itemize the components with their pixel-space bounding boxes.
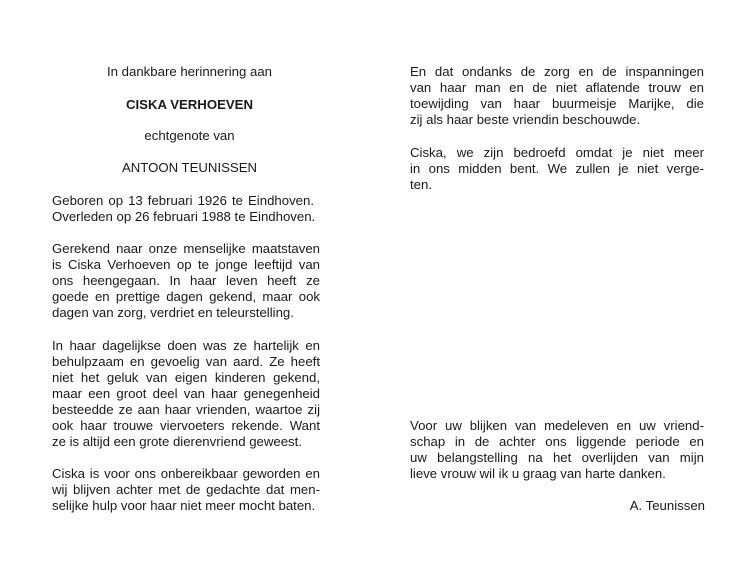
text-line: toewijding van haar buurmeisje Marijke, die [410, 96, 704, 111]
text-line: lieve vrouw wil ik u graag van harte danken. [410, 466, 666, 481]
relation-line: echtgenote van [144, 128, 235, 143]
intro-line: In dankbare herinnering aan [107, 64, 272, 79]
text-line: Ciska, we zijn bedroefd omdat je niet meer [410, 145, 704, 160]
text-line: behulpzaam en gevoelig van aard. Ze heeft [52, 354, 320, 369]
text-line: van haar man en de niet aflatende trouw en [410, 80, 704, 95]
text-line: In haar dagelijkse doen was ze hartelijk en [52, 338, 320, 353]
text-line: selijke hulp voor haar niet meer mocht baten. [52, 498, 316, 513]
signature: A. Teunissen [629, 498, 705, 513]
text-line: ook haar trouwe viervoeters rekende. Want [52, 418, 320, 433]
text-line: goede en prettige dagen gekend, maar ook [52, 289, 320, 304]
text-line: niet het geluk van eigen kinderen gekend, [52, 370, 320, 385]
text-line: ten. [410, 177, 432, 192]
text-line: ons heengegaan. In haar leven heeft ze [52, 273, 320, 288]
text-line: besteedde ze aan haar vrienden, waartoe zij [52, 402, 320, 417]
text-line: is Ciska Verhoeven op te jonge leeftijd van [52, 257, 320, 272]
text-line: Voor uw blijken van medeleven en uw vriend- [410, 418, 704, 433]
text-line: schap in de achter ons liggende periode en [410, 434, 704, 449]
birth-line: Geboren op 13 februari 1926 te Eindhoven. [52, 193, 314, 208]
text-line: dagen van zorg, verdriet en teleurstelling. [52, 305, 294, 320]
deceased-name: CISKA VERHOEVEN [125, 97, 253, 112]
text-line: zij als haar beste vriendin beschouwde. [410, 112, 641, 127]
text-line: Ciska is voor ons onbereikbaar geworden en [52, 466, 320, 481]
text-line: in ons midden bent. We zullen je niet verge- [410, 161, 704, 176]
death-line: Overleden op 26 februari 1988 te Eindhoven. [52, 209, 316, 224]
spouse-name: ANTOON TEUNISSEN [121, 160, 258, 175]
text-line: En dat ondanks de zorg en de inspanningen [410, 64, 704, 79]
text-line: maar een groot deel van haar genegenheid [52, 386, 320, 401]
text-line: wij blijven achter met de gedachte dat men- [52, 482, 320, 497]
text-line: Gerekend naar onze menselijke maatstaven [52, 241, 320, 256]
text-line: uw belangstelling na het overlijden van mijn [410, 450, 704, 465]
text-line: ze is altijd een grote dierenvriend geweest. [52, 434, 302, 449]
